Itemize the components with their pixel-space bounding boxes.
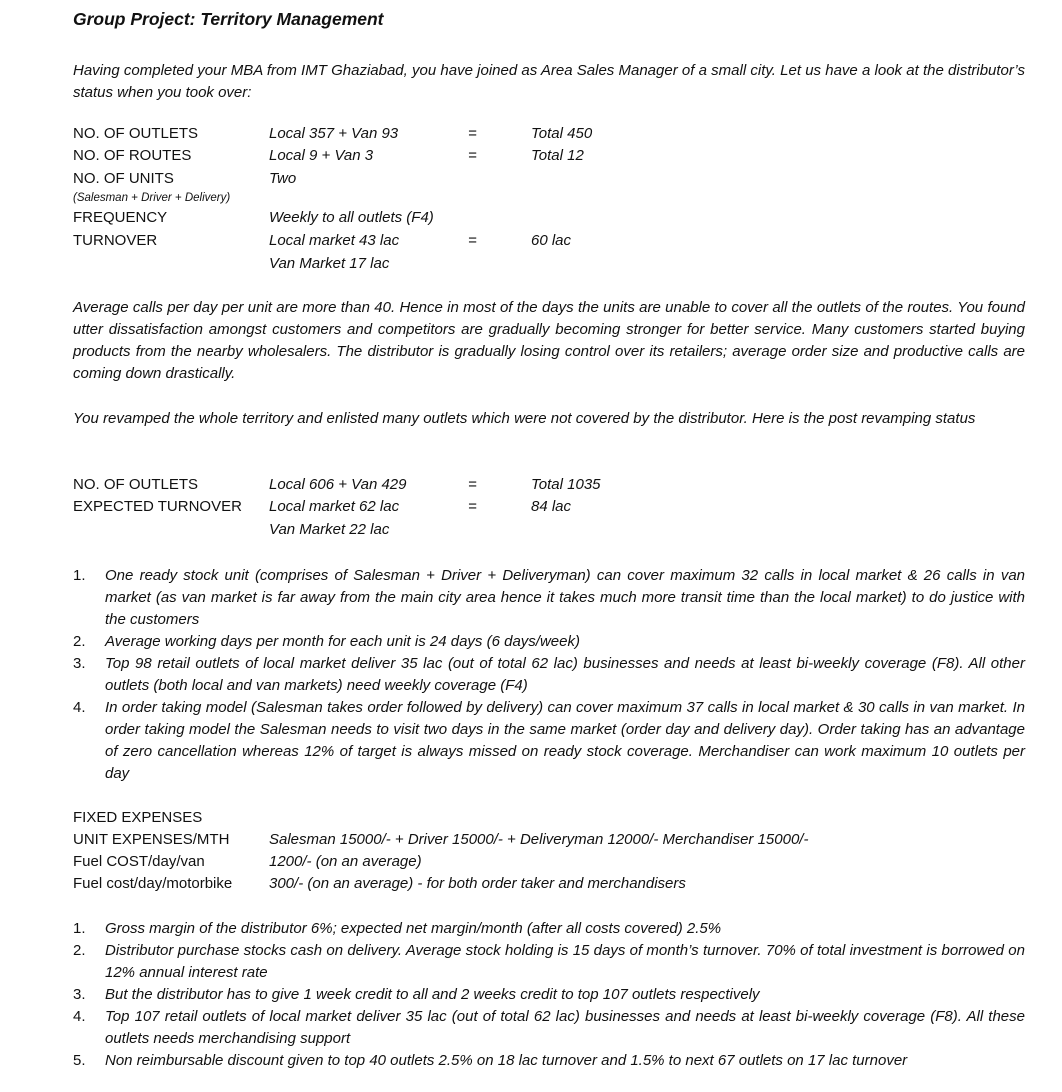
status-row: [73, 230, 1033, 252]
status-label: NO. OF OUTLETS: [73, 125, 199, 142]
conditions-list: [73, 565, 1025, 785]
expense-value: 300/- (on an average) - for both order taker and merchandisers: [269, 875, 686, 892]
list-text: Distributor purchase stocks cash on delivery. Average stock holding is 15 days of month’s turnover. 70% of total investment is borrowed on 12% annual interest rate: [105, 942, 1025, 981]
financials-list: [73, 918, 1025, 1072]
status-total: 60 lac: [531, 232, 572, 249]
status-value: Van Market 17 lac: [269, 255, 390, 272]
revamp-paragraph: You revamped the whole territory and enlisted many outlets which were not covered by the distributor. Here is the post revamping status: [73, 410, 976, 427]
status-label: NO. OF OUTLETS: [73, 476, 199, 493]
status-value: Van Market 22 lac: [269, 521, 390, 538]
status-row: [73, 519, 1033, 541]
list-item: [73, 631, 1025, 653]
calls-paragraph: Average calls per day per unit are more than 40. Hence in most of the days the units are unable to cover all the outlets of the routes. You found utter dissatisfaction amongst customers and competitors are gradually becoming stronger for better service. Many customers started buying products from the nearby wholesalers. The distributor is gradually losing control over its retailers; average order size and productive calls are coming down drastically.: [73, 299, 1025, 382]
units-note: (Salesman + Driver + Delivery): [73, 192, 231, 204]
equals-sign: =: [468, 232, 477, 249]
status-total: Total 1035: [531, 476, 601, 493]
expenses-heading: FIXED EXPENSES: [73, 809, 203, 826]
status-label: NO. OF UNITS: [73, 170, 174, 187]
list-text: Gross margin of the distributor 6%; expected net margin/month (after all costs covered) 2.5%: [105, 920, 722, 937]
expense-value: 1200/- (on an average): [269, 853, 422, 870]
status-label: TURNOVER: [73, 232, 158, 249]
status-row: [73, 496, 1033, 518]
list-number: 2.: [73, 633, 86, 650]
status-value: Local 9 + Van 3: [269, 147, 374, 164]
list-item: [73, 653, 1025, 697]
list-item: [73, 697, 1025, 785]
list-text: In order taking model (Salesman takes order followed by delivery) can cover maximum 37 calls in local market & 30 calls in van market. In order taking model the Salesman needs to visit two days in the same market (order day and delivery day). Order taking has an advantage of zero cancellation whereas 12% of target is always missed on ready stock coverage. Merchandiser can work maximum 10 outlets per day: [105, 699, 1025, 782]
expense-label: Fuel COST/day/van: [73, 853, 205, 870]
status-label: NO. OF ROUTES: [73, 147, 192, 164]
list-text: Top 98 retail outlets of local market deliver 35 lac (out of total 62 lac) businesses and needs at least bi-weekly coverage (F8). All other outlets (both local and van markets) need weekly coverage (F4): [105, 655, 1025, 694]
list-number: 3.: [73, 986, 86, 1003]
equals-sign: =: [468, 498, 477, 515]
list-text: Non reimbursable discount given to top 40 outlets 2.5% on 18 lac turnover and 1.5% to next 67 outlets on 17 lac turnover: [105, 1052, 908, 1069]
list-item: [73, 918, 1025, 940]
list-item: [73, 565, 1025, 631]
status-row: [73, 168, 1033, 190]
equals-sign: =: [468, 476, 477, 493]
expense-value: Salesman 15000/- + Driver 15000/- + Deliveryman 12000/- Merchandiser 15000/-: [269, 831, 809, 848]
expense-row: [73, 851, 1033, 873]
status-value: Local market 43 lac: [269, 232, 400, 249]
page-title: Group Project: Territory Management: [73, 9, 384, 29]
list-number: 5.: [73, 1052, 86, 1069]
status-label: FREQUENCY: [73, 209, 168, 226]
list-number: 2.: [73, 942, 86, 959]
list-text: Top 107 retail outlets of local market deliver 35 lac (out of total 62 lac) businesses and needs at least bi-weekly coverage (F8). All these outlets needs merchandising support: [105, 1008, 1025, 1047]
list-item: [73, 1006, 1025, 1050]
list-text: One ready stock unit (comprises of Salesman + Driver + Deliveryman) can cover maximum 32 calls in local market & 26 calls in van market (as van market is far away from the main city area hence it takes much more transit time than the local market) to do justice with the customers: [105, 567, 1025, 628]
status-row: [73, 123, 1033, 145]
expense-row: [73, 829, 1033, 851]
status-total: Total 12: [531, 147, 584, 164]
intro-paragraph: Having completed your MBA from IMT Ghaziabad, you have joined as Area Sales Manager of a small city. Let us have a look at the distributor’s status when you took over:: [73, 62, 1025, 101]
status-value: Local 606 + Van 429: [269, 476, 407, 493]
expense-row: [73, 873, 1033, 895]
list-item: [73, 984, 1025, 1006]
status-row: [73, 253, 1033, 275]
status-label: EXPECTED TURNOVER: [73, 498, 242, 515]
status-value: Weekly to all outlets (F4): [269, 209, 434, 226]
equals-sign: =: [468, 125, 477, 142]
expenses-heading-row: [73, 807, 1033, 829]
expense-label: UNIT EXPENSES/MTH: [73, 831, 230, 848]
list-text: Average working days per month for each unit is 24 days (6 days/week): [105, 633, 580, 650]
status-row: [73, 474, 1033, 496]
list-number: 1.: [73, 567, 86, 584]
status-total: Total 450: [531, 125, 593, 142]
list-number: 4.: [73, 699, 86, 716]
status-value: Local market 62 lac: [269, 498, 400, 515]
status-total: 84 lac: [531, 498, 572, 515]
list-text: But the distributor has to give 1 week credit to all and 2 weeks credit to top 107 outlets respectively: [105, 986, 760, 1003]
equals-sign: =: [468, 147, 477, 164]
status-row: [73, 207, 1033, 229]
list-item: [73, 1050, 1025, 1072]
status-row: [73, 145, 1033, 167]
list-number: 1.: [73, 920, 86, 937]
list-item: [73, 940, 1025, 984]
list-number: 3.: [73, 655, 86, 672]
status-value: Local 357 + Van 93: [269, 125, 399, 142]
expense-label: Fuel cost/day/motorbike: [73, 875, 233, 892]
list-number: 4.: [73, 1008, 86, 1025]
status-value: Two: [269, 170, 297, 187]
